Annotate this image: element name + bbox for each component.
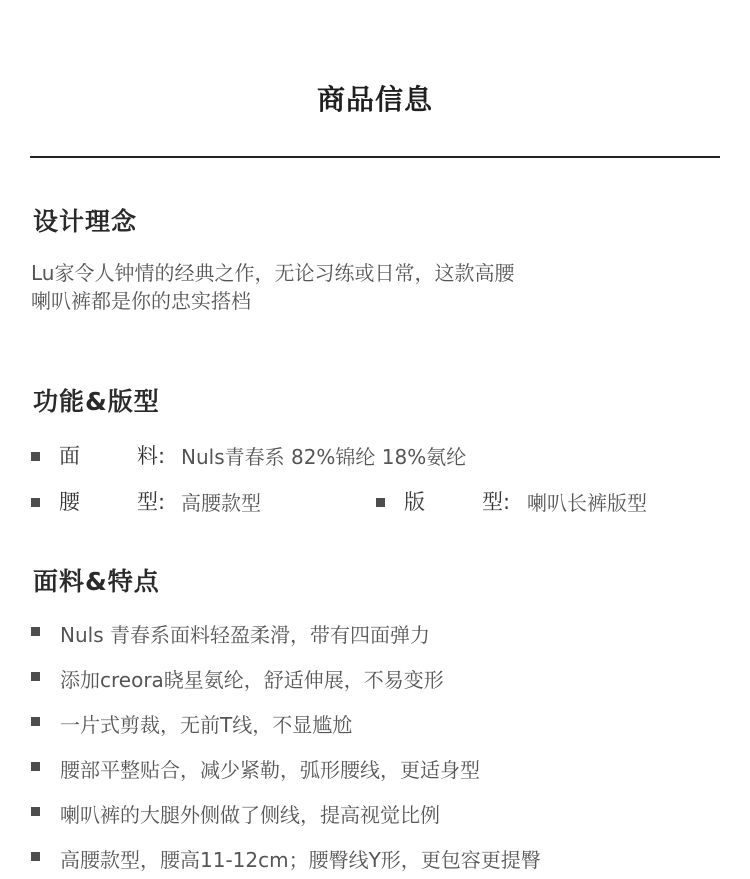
design-heading: 设计理念 bbox=[33, 207, 138, 236]
spec-fabric-label bbox=[59, 440, 166, 470]
spec-waist-label bbox=[59, 486, 166, 516]
spec-fabric-label-char1: 面 bbox=[59, 444, 80, 468]
spec-fit-label bbox=[404, 486, 511, 516]
feature-text: 高腰款型，腰高11-12cm；腰臀线Y形，更包容更提臀 bbox=[60, 848, 541, 872]
feature-text: 腰部平整贴合，减少紧勒，弧形腰线，更适身型 bbox=[60, 758, 480, 782]
spec-fabric-label-char2: 料: bbox=[137, 444, 166, 468]
feature-item bbox=[0, 702, 750, 742]
spec-waist-value: 高腰款型 bbox=[181, 491, 261, 515]
bullet-square-icon bbox=[31, 672, 40, 681]
feature-text: 喇叭裤的大腿外侧做了侧线，提高视觉比例 bbox=[60, 803, 440, 827]
bullet-square-icon bbox=[31, 762, 40, 771]
spec-fit-label-char2: 型: bbox=[482, 490, 511, 514]
bullet-square-icon bbox=[376, 498, 385, 507]
features-heading: 面料&特点 bbox=[33, 567, 160, 596]
spec-fit-value: 喇叭长裤版型 bbox=[527, 491, 647, 515]
feature-text: Nuls 青春系面料轻盈柔滑，带有四面弹力 bbox=[60, 623, 430, 647]
bullet-square-icon bbox=[31, 498, 40, 507]
spec-waist-label-char1: 腰 bbox=[59, 490, 80, 514]
design-line-1: Lu家令人钟情的经典之作，无论习练或日常，这款高腰 bbox=[31, 261, 515, 285]
feature-text: 添加creora晓星氨纶，舒适伸展，不易变形 bbox=[60, 668, 444, 692]
function-heading: 功能&版型 bbox=[33, 387, 160, 416]
spec-waist-label-char2: 型: bbox=[137, 490, 166, 514]
spec-fit-label-char1: 版 bbox=[404, 490, 425, 514]
spec-fabric-value: Nuls青春系 82%锦纶 18%氨纶 bbox=[181, 445, 467, 469]
bullet-square-icon bbox=[31, 452, 40, 461]
bullet-square-icon bbox=[31, 717, 40, 726]
feature-item bbox=[0, 747, 750, 787]
title-divider bbox=[30, 156, 720, 158]
feature-item bbox=[0, 837, 750, 877]
feature-text: 一片式剪裁，无前T线，不显尴尬 bbox=[60, 713, 353, 737]
feature-item bbox=[0, 792, 750, 832]
feature-item bbox=[0, 657, 750, 697]
design-line-2: 喇叭裤都是你的忠实搭档 bbox=[31, 289, 251, 313]
bullet-square-icon bbox=[31, 852, 40, 861]
bullet-square-icon bbox=[31, 807, 40, 816]
feature-item bbox=[0, 612, 750, 652]
page-title: 商品信息 bbox=[316, 83, 433, 116]
design-description bbox=[31, 259, 651, 315]
bullet-square-icon bbox=[31, 627, 40, 636]
